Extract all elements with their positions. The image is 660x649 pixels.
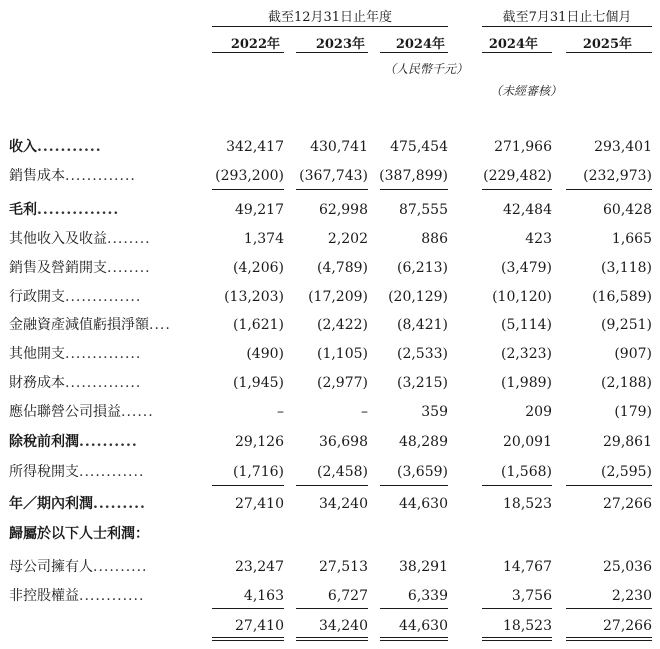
cell-2024: 6,339 (407, 588, 448, 604)
cell-2023: 27,513 (319, 559, 368, 575)
row-leader-dots: .......... (93, 559, 148, 575)
unit-note: （人民幣千元） (383, 62, 468, 76)
rule-under-cost-of-sales-2024 (380, 189, 448, 190)
row-leader-dots: .............. (37, 202, 120, 218)
cell-2025-7m: (232,973) (583, 168, 652, 184)
cell-2023: 2,202 (327, 231, 368, 247)
table-row (0, 227, 660, 255)
header-group-full-year-rule (212, 26, 448, 27)
cell-2025-7m: 25,036 (603, 559, 652, 575)
cell-2022: 49,217 (235, 202, 284, 218)
rule-under-nci-2023 (296, 608, 368, 609)
cell-2022: 27,410 (235, 618, 284, 634)
cell-2024: (3,215) (396, 375, 448, 391)
row-label-text: 非控股權益 (9, 588, 79, 604)
row-label-text: 歸屬於以下人士利潤： (9, 526, 149, 542)
cell-2024: 359 (421, 404, 448, 420)
rule-under-tax-2023 (296, 485, 368, 486)
double-rule-total-2024 (380, 637, 448, 641)
table-row (0, 400, 660, 428)
cell-2022: (1,945) (232, 375, 284, 391)
cell-2023: 430,741 (310, 139, 368, 155)
cell-2022: 4,163 (243, 588, 284, 604)
cell-2024: 48,289 (399, 434, 448, 450)
rule-under-nci-2024 (380, 608, 448, 609)
cell-2025-7m: 1,665 (611, 231, 652, 247)
row-label (9, 463, 199, 481)
row-leader-dots: ......... (93, 496, 146, 512)
cell-2024: (20,129) (388, 289, 448, 305)
cell-2024-7m: (5,114) (500, 317, 552, 333)
row-label (9, 374, 199, 392)
table-row (0, 430, 660, 458)
year-header-rule-2025-7m (566, 52, 652, 53)
table-row (0, 342, 660, 370)
rule-under-nci-2024-7m (482, 608, 552, 609)
cell-2024-7m: 42,484 (503, 202, 552, 218)
row-label-text: 銷售成本 (9, 168, 65, 184)
cell-2024-7m: 18,523 (503, 496, 552, 512)
cell-2022: 23,247 (235, 559, 284, 575)
cell-2022: 29,126 (235, 434, 284, 450)
cell-2024: (387,899) (379, 168, 448, 184)
cell-2023: (1,105) (316, 346, 368, 362)
row-label (9, 495, 199, 513)
cell-2024: (2,533) (396, 346, 448, 362)
row-label-text: 金融資產減值虧損淨額 (9, 317, 149, 333)
cell-2024-7m: (2,323) (500, 346, 552, 362)
table-row (0, 135, 660, 163)
year-header-rule-2022 (212, 52, 284, 53)
row-label-text: 毛利 (9, 202, 37, 218)
cell-2025-7m: (2,188) (600, 375, 652, 391)
rule-under-nci-2025-7m (566, 608, 652, 609)
row-label-text: 收入 (9, 139, 37, 155)
cell-2022: – (277, 404, 284, 420)
cell-2024: 38,291 (399, 559, 448, 575)
cell-2024: (6,213) (396, 260, 448, 276)
cell-2023: (2,977) (316, 375, 368, 391)
cell-2024-7m: (3,479) (500, 260, 552, 276)
cell-2023: (4,789) (316, 260, 368, 276)
row-leader-dots: .......... (79, 434, 138, 450)
table-row (0, 313, 660, 341)
cell-2024-7m: 209 (525, 404, 552, 420)
cell-2023: (2,458) (316, 464, 368, 480)
rule-under-nci-2022 (212, 608, 284, 609)
rule-under-tax-2024-7m (482, 485, 552, 486)
cell-2024: 87,555 (399, 202, 448, 218)
rule-under-cost-of-sales-2023 (296, 189, 368, 190)
row-label (9, 587, 199, 605)
cell-2025-7m: (179) (614, 404, 652, 420)
row-leader-dots: ........ (107, 231, 151, 247)
cell-2022: (293,200) (215, 168, 284, 184)
row-label-text: 其他收入及收益 (9, 231, 107, 247)
cell-2024: 44,630 (399, 618, 448, 634)
double-rule-total-2024-7m (482, 637, 552, 641)
cell-2024-7m: 3,756 (511, 588, 552, 604)
year-header-rule-2024 (380, 52, 448, 53)
double-rule-total-2025-7m (566, 637, 652, 641)
cell-2024-7m: (10,120) (492, 289, 552, 305)
cell-2023: 34,240 (319, 618, 368, 634)
cell-2024-7m: (1,989) (500, 375, 552, 391)
cell-2022: (1,716) (232, 464, 284, 480)
header-group-seven-months: 截至7月31日止七個月 (502, 10, 632, 25)
cell-2025-7m: 27,266 (603, 618, 652, 634)
cell-2024-7m: 20,091 (503, 434, 552, 450)
cell-2022: 27,410 (235, 496, 284, 512)
cell-2022: (4,206) (232, 260, 284, 276)
cell-2025-7m: 60,428 (603, 202, 652, 218)
table-row (0, 198, 660, 226)
row-label (9, 345, 199, 363)
row-leader-dots: ............ (79, 464, 145, 480)
row-leader-dots: ........ (107, 260, 151, 276)
unaudited-note: （未經審核） (489, 84, 562, 98)
row-leader-dots: ...... (121, 404, 154, 420)
row-label (9, 259, 199, 277)
row-label-text: 其他開支 (9, 346, 65, 362)
row-label-text: 應佔聯營公司損益 (9, 404, 121, 420)
year-header-2025-7m: 2025年 (582, 37, 632, 52)
cell-2024: 475,454 (390, 139, 448, 155)
cell-2023: (367,743) (299, 168, 368, 184)
cell-2023: (17,209) (308, 289, 368, 305)
row-leader-dots: ........... (37, 139, 102, 155)
table-row (0, 492, 660, 520)
year-header-rule-2024-7m (482, 52, 552, 53)
cell-2023: – (361, 404, 368, 420)
cell-2025-7m: (9,251) (600, 317, 652, 333)
table-row (0, 460, 660, 488)
cell-2022: (1,621) (232, 317, 284, 333)
cell-2024-7m: 271,966 (494, 139, 552, 155)
row-label (9, 288, 199, 306)
table-row (0, 285, 660, 313)
year-header-2024-7m: 2024年 (488, 37, 538, 52)
row-leader-dots: ............ (79, 588, 145, 604)
cell-2025-7m: (16,589) (592, 289, 652, 305)
cell-2023: (2,422) (316, 317, 368, 333)
double-rule-total-2022 (212, 637, 284, 641)
row-label (9, 138, 199, 156)
row-leader-dots: .............. (65, 289, 142, 305)
header-group-full-year: 截至12月31日止年度 (267, 10, 393, 25)
cell-2025-7m: (2,595) (600, 464, 652, 480)
cell-2024-7m: (229,482) (483, 168, 552, 184)
rule-under-cost-of-sales-2025-7m (566, 189, 652, 190)
cell-2024: (3,659) (396, 464, 448, 480)
cell-2025-7m: (907) (614, 346, 652, 362)
rule-under-tax-2022 (212, 485, 284, 486)
cell-2024: 44,630 (399, 496, 448, 512)
cell-2022: 342,417 (226, 139, 284, 155)
table-row (0, 555, 660, 583)
double-rule-total-2023 (296, 637, 368, 641)
row-label-text: 年／期內利潤 (9, 496, 93, 512)
cell-2023: 34,240 (319, 496, 368, 512)
cell-2024-7m: 423 (525, 231, 552, 247)
row-label (9, 201, 199, 219)
rule-under-tax-2024 (380, 485, 448, 486)
year-header-2023: 2023年 (315, 37, 365, 52)
cell-2025-7m: 293,401 (594, 139, 652, 155)
cell-2023: 62,998 (319, 202, 368, 218)
header-group-seven-months-rule (482, 26, 652, 27)
row-label-text: 所得稅開支 (9, 464, 79, 480)
cell-2024: (8,421) (396, 317, 448, 333)
table-row (0, 164, 660, 192)
cell-2024-7m: (1,568) (500, 464, 552, 480)
year-header-rule-2023 (296, 52, 368, 53)
row-label (9, 403, 199, 421)
cell-2023: 36,698 (319, 434, 368, 450)
cell-2022: (490) (246, 346, 284, 362)
cell-2023: 6,727 (327, 588, 368, 604)
cell-2025-7m: (3,118) (600, 260, 652, 276)
row-label (9, 230, 199, 248)
table-row (0, 522, 660, 550)
row-leader-dots: .... (149, 317, 171, 333)
row-leader-dots: .............. (65, 346, 142, 362)
cell-2024: 886 (421, 231, 448, 247)
row-label-text: 財務成本 (9, 375, 65, 391)
row-label (9, 167, 199, 185)
row-label (9, 433, 199, 451)
row-label (9, 558, 199, 576)
year-header-2022: 2022年 (230, 37, 280, 52)
cell-2025-7m: 27,266 (603, 496, 652, 512)
row-label-text: 銷售及營銷開支 (9, 260, 107, 276)
table-row (0, 256, 660, 284)
row-leader-dots: ............. (65, 168, 136, 184)
row-label (9, 316, 199, 334)
row-label-text: 母公司擁有人 (9, 559, 93, 575)
cell-2024-7m: 14,767 (503, 559, 552, 575)
rule-under-cost-of-sales-2024-7m (482, 189, 552, 190)
table-row (0, 371, 660, 399)
cell-2022: 1,374 (243, 231, 284, 247)
row-label-text: 除稅前利潤 (9, 434, 79, 450)
cell-2024-7m: 18,523 (503, 618, 552, 634)
rule-under-tax-2025-7m (566, 485, 652, 486)
rule-under-cost-of-sales-2022 (212, 189, 284, 190)
cell-2025-7m: 2,230 (611, 588, 652, 604)
year-header-2024: 2024年 (395, 37, 445, 52)
cell-2025-7m: 29,861 (603, 434, 652, 450)
row-label-text: 行政開支 (9, 289, 65, 305)
row-label (9, 525, 199, 543)
row-leader-dots: .............. (65, 375, 142, 391)
cell-2022: (13,203) (224, 289, 284, 305)
